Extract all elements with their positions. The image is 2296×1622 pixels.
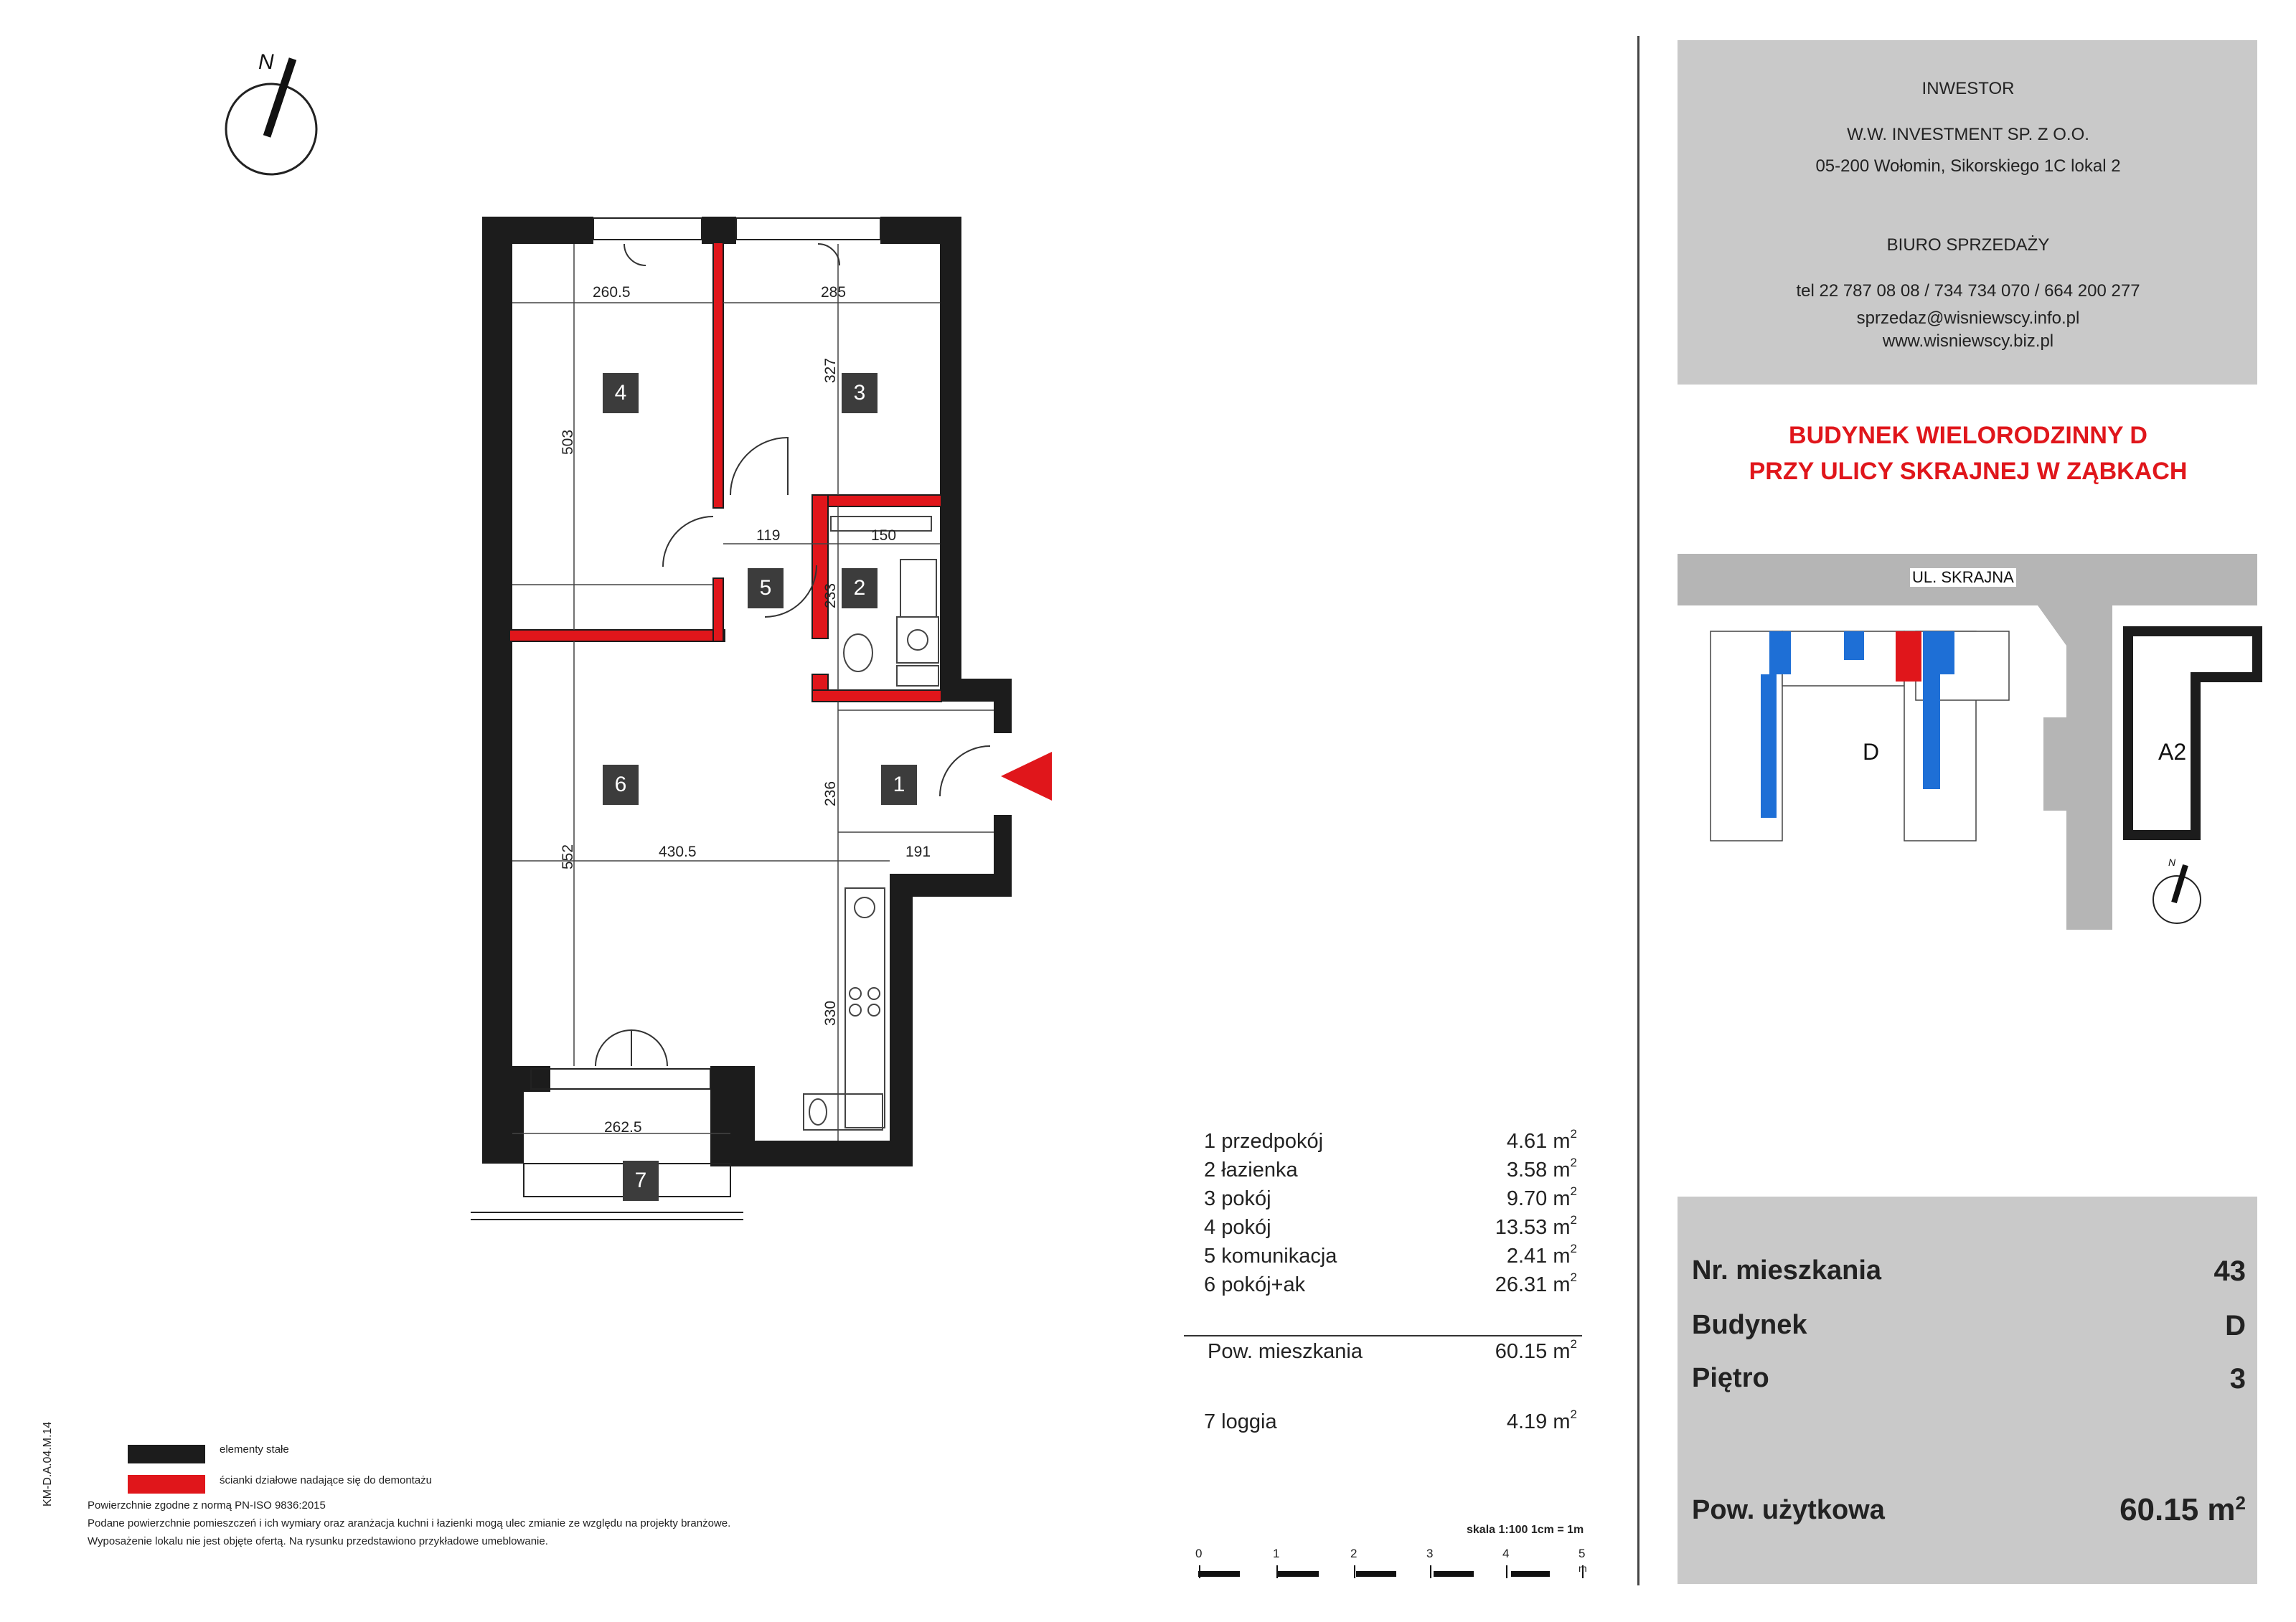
scale-tick: 2 [1350, 1547, 1358, 1560]
building-label: Budynek [1692, 1310, 1807, 1340]
legend-fixed-label: elementy stałe [220, 1443, 289, 1456]
site-north-label: N [2168, 857, 2176, 868]
legend-removable-swatch [128, 1475, 205, 1494]
apartment-number-label: Nr. mieszkania [1692, 1255, 1882, 1286]
north-arrow-icon [226, 59, 316, 174]
dim-label: 330 [822, 1000, 839, 1026]
legend-fixed-swatch [128, 1445, 205, 1463]
dim-label: 236 [822, 781, 839, 806]
floor-value: 3 [2229, 1363, 2246, 1395]
room-tag-7: 7 [623, 1161, 659, 1201]
building-title-line1: BUDYNEK WIELORODZINNY D [1789, 422, 2147, 449]
dim-label: 285 [821, 284, 847, 301]
site-building-label: D [1863, 739, 1880, 765]
sales-heading: BIURO SPRZEDAŻY [1886, 235, 2050, 255]
scale-tick: 0 [1195, 1547, 1203, 1560]
doors [596, 244, 990, 1066]
room-tag-2: 2 [842, 568, 878, 608]
dim-label: 262.5 [604, 1119, 642, 1136]
dim-label: 233 [822, 583, 839, 608]
legend-removable-label: ścianki działowe nadające się do demontażu [220, 1474, 433, 1486]
dim-label: 119 [756, 527, 781, 544]
usable-area-value: 60.15 $m^2$ [2119, 1492, 2246, 1527]
dim-label: 260.5 [593, 284, 631, 301]
room-tag-3: 3 [842, 373, 878, 413]
dim-label: 327 [822, 357, 839, 383]
scale-unit: m [1578, 1562, 1587, 1574]
document-code: KM-D.A.04.M.14 [42, 1421, 54, 1507]
dim-label: 430.5 [659, 844, 697, 860]
floor-label: Piętro [1692, 1363, 1769, 1393]
sales-email: sprzedaz@wisniewscy.info.pl [1856, 308, 2080, 328]
scale-label: skala 1:100 1cm = 1m [1467, 1524, 1584, 1536]
building-value: D [2225, 1310, 2246, 1342]
investor-address: 05-200 Wołomin, Sikorskiego 1C lokal 2 [1815, 156, 2121, 176]
windows [531, 218, 880, 1089]
note-line: Powierzchnie zgodne z normą PN-ISO 9836:2015 [88, 1499, 326, 1512]
room-tag-5: 5 [748, 568, 784, 608]
scale-bar-graphic [1198, 1565, 1586, 1578]
room-tag-6: 6 [603, 765, 639, 805]
dim-label: 150 [871, 527, 897, 544]
column-separator [1637, 36, 1639, 1585]
dim-label: 191 [905, 844, 931, 860]
building-title-line2: PRZY ULICY SKRAJNEJ W ZĄBKACH [1749, 458, 2188, 485]
scale-tick: 4 [1502, 1547, 1510, 1560]
loggia-outline [471, 1164, 743, 1220]
scale-tick: 3 [1426, 1547, 1434, 1560]
dim-label: 503 [560, 429, 576, 455]
sales-phones: tel 22 787 08 08 / 734 734 070 / 664 200 277 [1796, 281, 2140, 301]
investor-company: W.W. INVESTMENT SP. Z O.O. [1847, 125, 2089, 144]
apartment-number: 43 [2213, 1255, 2246, 1287]
investor-heading: INWESTOR [1921, 79, 2015, 98]
room-tag-4: 4 [603, 373, 639, 413]
entrance-arrow-icon [1001, 752, 1052, 801]
note-line: Wyposażenie lokalu nie jest objęte ofertą. Na rysunku przedstawiono przykładowe umeblowanie. [88, 1535, 548, 1547]
scale-tick: 1 [1273, 1547, 1280, 1560]
room-tag-1: 1 [881, 765, 917, 805]
usable-area-label: Pow. użytkowa [1692, 1495, 1885, 1525]
site-neighbor-label: A2 [2158, 739, 2187, 765]
kitchen-fixtures [804, 888, 885, 1130]
north-label: N [258, 50, 274, 74]
dim-label: 552 [560, 844, 576, 869]
sales-website: www.wisniewscy.biz.pl [1882, 331, 2054, 351]
street-label: UL. SKRAJNA [1910, 568, 2016, 587]
scale-tick: 5 [1578, 1547, 1586, 1560]
note-line: Podane powierzchnie pomieszczeń i ich wymiary oraz aranżacja kuchni i łazienki mogą ulec zmianie ze względu na projekty branżowe. [88, 1517, 731, 1529]
